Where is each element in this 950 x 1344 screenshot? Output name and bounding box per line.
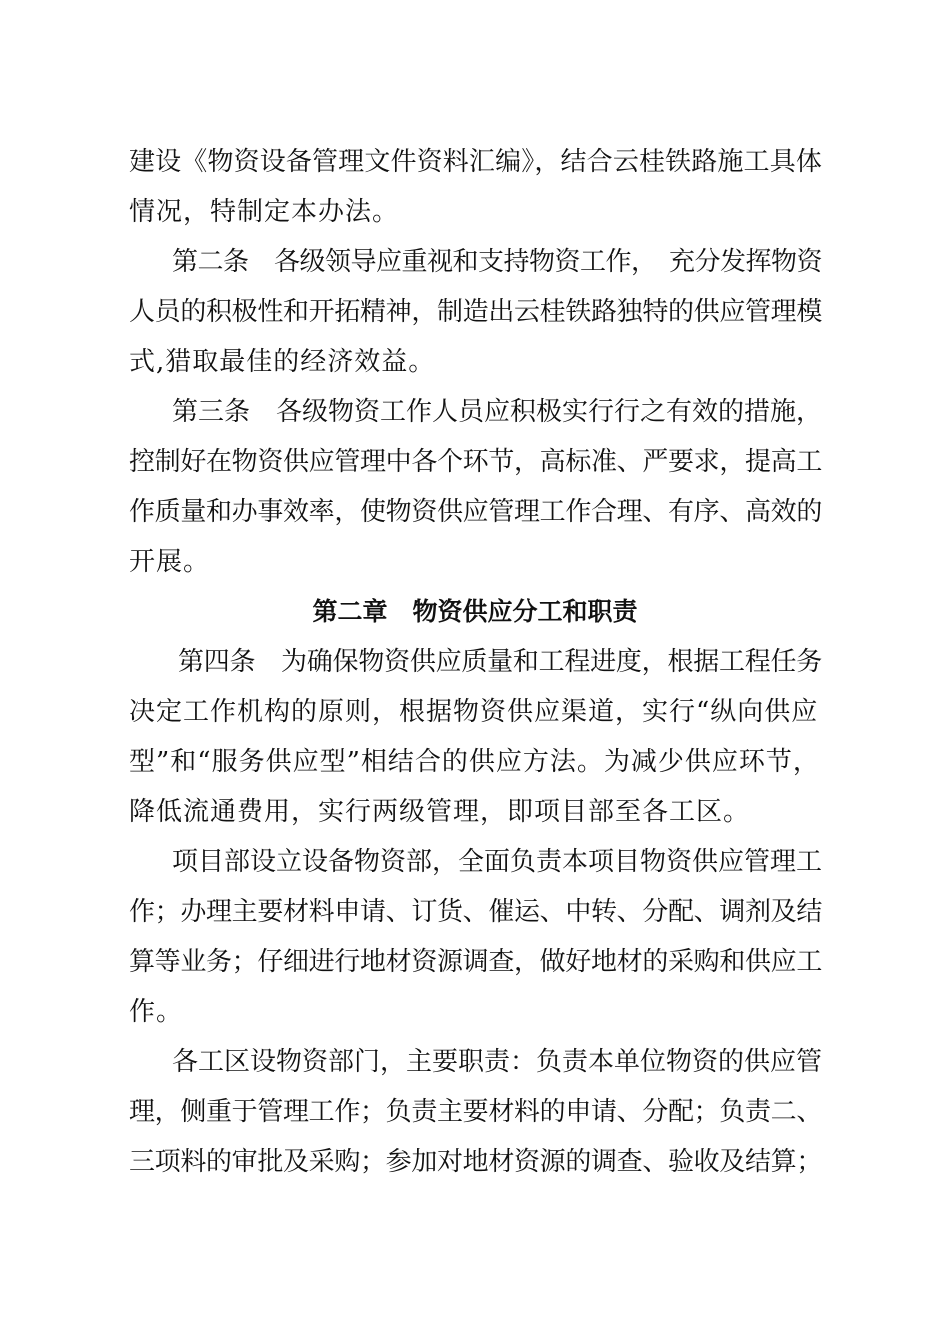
- text-line: 式,猎取最佳的经济效益。: [129, 347, 436, 377]
- paragraph-first-line: 项目部设立设备物资部，全面负责本项目物资供应管理工: [172, 847, 823, 877]
- text-line: 作。: [129, 997, 184, 1027]
- text-line: 理，侧重于管理工作；负责主要材料的申请、分配；负责二、: [129, 1097, 823, 1127]
- text-line: 开展。: [129, 547, 211, 577]
- text-line: 情况，特制定本办法。: [129, 197, 400, 227]
- chapter-heading: 第二章 物资供应分工和职责: [312, 597, 638, 626]
- article-2-first-line: 第二条 各级领导应重视和支持物资工作， 充分发挥物资: [172, 247, 823, 277]
- paragraph-first-line: 各工区设物资部门，主要职责：负责本单位物资的供应管: [172, 1047, 823, 1077]
- text-line: 决定工作机构的原则，根据物资供应渠道，实行“纵向供应: [129, 697, 819, 727]
- text-line: 型”和“服务供应型”相结合的供应方法。为减少供应环节，: [129, 747, 820, 777]
- text-line: 人员的积极性和开拓精神，制造出云桂铁路独特的供应管理模: [129, 297, 823, 327]
- article-4-first-line: 第四条 为确保物资供应质量和工程进度，根据工程任务: [178, 647, 823, 677]
- text-line: 三项料的审批及采购；参加对地材资源的调查、验收及结算；: [129, 1147, 823, 1177]
- text-line: 降低流通费用，实行两级管理，即项目部至各工区。: [129, 797, 751, 827]
- text-line: 控制好在物资供应管理中各个环节，高标准、严要求，提高工: [129, 447, 823, 477]
- text-line: 作；办理主要材料申请、订货、催运、中转、分配、调剂及结: [129, 897, 823, 927]
- text-line: 建设《物资设备管理文件资料汇编》，结合云桂铁路施工具体: [129, 147, 823, 177]
- article-3-first-line: 第三条 各级物资工作人员应积极实行行之有效的措施，: [172, 397, 823, 427]
- text-line: 算等业务；仔细进行地材资源调查，做好地材的采购和供应工: [129, 947, 823, 977]
- text-line: 作质量和办事效率，使物资供应管理工作合理、有序、高效的: [129, 497, 823, 527]
